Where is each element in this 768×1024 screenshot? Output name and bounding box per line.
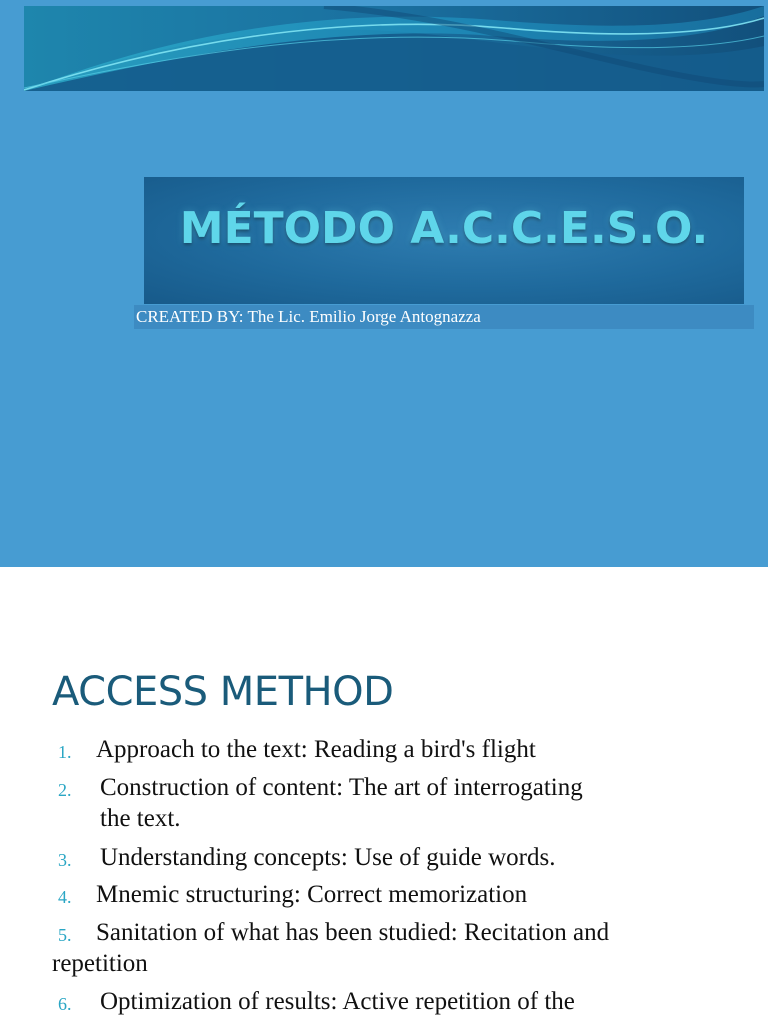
list-text-continued: the text. bbox=[100, 805, 181, 832]
list-text: Understanding concepts: Use of guide words. bbox=[100, 844, 556, 871]
title-box bbox=[144, 177, 744, 304]
creator-bar bbox=[134, 305, 754, 329]
wave-graphic bbox=[24, 6, 764, 91]
list-text: Approach to the text: Reading a bird's flight bbox=[96, 736, 536, 763]
list-number: 6. bbox=[58, 994, 72, 1014]
list-text: Mnemic structuring: Correct memorization bbox=[96, 881, 528, 908]
list-number: 1. bbox=[58, 742, 72, 762]
list-number: 4. bbox=[58, 887, 72, 907]
list-text-continued: repetition bbox=[52, 950, 148, 977]
slide-heading: ACCESS METHOD bbox=[52, 669, 394, 715]
wave-banner bbox=[24, 6, 764, 91]
creator-text: CREATED BY: The Lic. Emilio Jorge Antognazza bbox=[136, 307, 481, 326]
list-number: 2. bbox=[58, 780, 72, 800]
slide-title: MÉTODO A.C.C.E.S.O. bbox=[179, 203, 709, 254]
list-text: Optimization of results: Active repetition of the bbox=[100, 988, 575, 1015]
list-number: 3. bbox=[58, 850, 72, 870]
list-text: Sanitation of what has been studied: Recitation and bbox=[96, 919, 610, 946]
list-number: 5. bbox=[58, 925, 72, 945]
list-text: Construction of content: The art of interrogating bbox=[100, 774, 583, 801]
content-slide bbox=[0, 567, 768, 1024]
